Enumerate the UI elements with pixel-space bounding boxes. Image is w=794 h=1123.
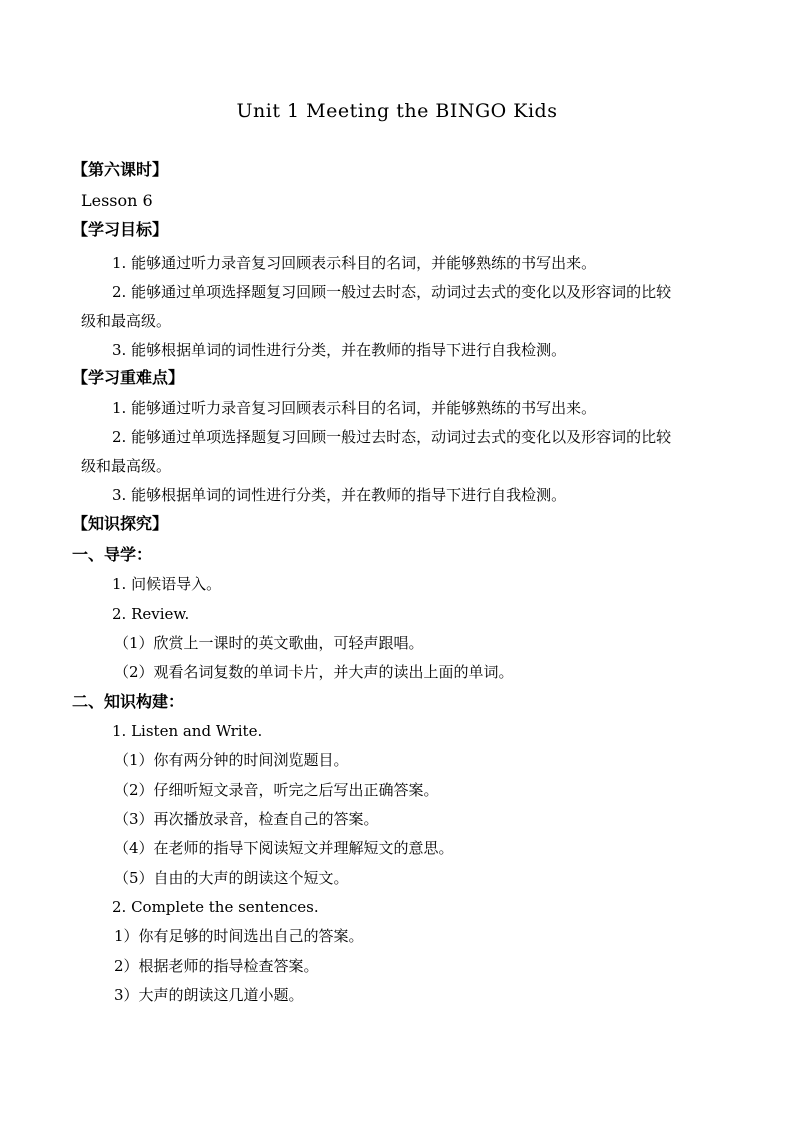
text-line: 2. 能够通过单项选择题复习回顾一般过去时态，动词过去式的变化以及形容词的比较 [112, 283, 672, 301]
text-line: 2. Review. [112, 605, 190, 623]
text-line: （5）自由的大声的朗读这个短文。 [114, 869, 349, 887]
text-line: 1. 问候语导入。 [112, 575, 222, 593]
text-line: 级和最高级。 [81, 312, 172, 330]
text-line: 3）大声的朗读这几道小题。 [114, 986, 304, 1004]
text-line: 1）你有足够的时间选出自己的答案。 [114, 927, 364, 945]
text-line: （1）你有两分钟的时间浏览题目。 [114, 751, 349, 769]
section-heading: 【学习重难点】 [72, 368, 185, 387]
text-line: 级和最高级。 [81, 457, 172, 475]
section-heading: 【学习目标】 [72, 220, 169, 239]
section-heading: 二、知识构建： [72, 692, 185, 711]
text-line: 3. 能够根据单词的词性进行分类，并在教师的指导下进行自我检测。 [112, 486, 567, 504]
text-line: （2）仔细听短文录音，听完之后写出正确答案。 [114, 781, 439, 799]
text-line: 1. 能够通过听力录音复习回顾表示科目的名词，并能够熟练的书写出来。 [112, 254, 597, 272]
text-line: （3）再次播放录音，检查自己的答案。 [114, 810, 379, 828]
text-line: （1）欣赏上一课时的英文歌曲，可轻声跟唱。 [114, 634, 424, 652]
section-heading: 【知识探究】 [72, 514, 169, 533]
text-line: 1. Listen and Write. [112, 722, 263, 740]
section-heading: 一、导学： [72, 545, 153, 564]
text-line: 2）根据老师的指导检查答案。 [114, 957, 319, 975]
text-line: 2. Complete the sentences. [112, 898, 319, 916]
text-line: Lesson 6 [81, 191, 153, 210]
text-line: 2. 能够通过单项选择题复习回顾一般过去时态，动词过去式的变化以及形容词的比较 [112, 428, 672, 446]
text-line: 3. 能够根据单词的词性进行分类，并在教师的指导下进行自我检测。 [112, 341, 567, 359]
section-heading: 【第六课时】 [72, 160, 169, 179]
text-line: （2）观看名词复数的单词卡片，并大声的读出上面的单词。 [114, 663, 514, 681]
text-line: （4）在老师的指导下阅读短文并理解短文的意思。 [114, 839, 454, 857]
page-title: Unit 1 Meeting the BINGO Kids [236, 100, 558, 122]
text-line: 1. 能够通过听力录音复习回顾表示科目的名词，并能够熟练的书写出来。 [112, 399, 597, 417]
